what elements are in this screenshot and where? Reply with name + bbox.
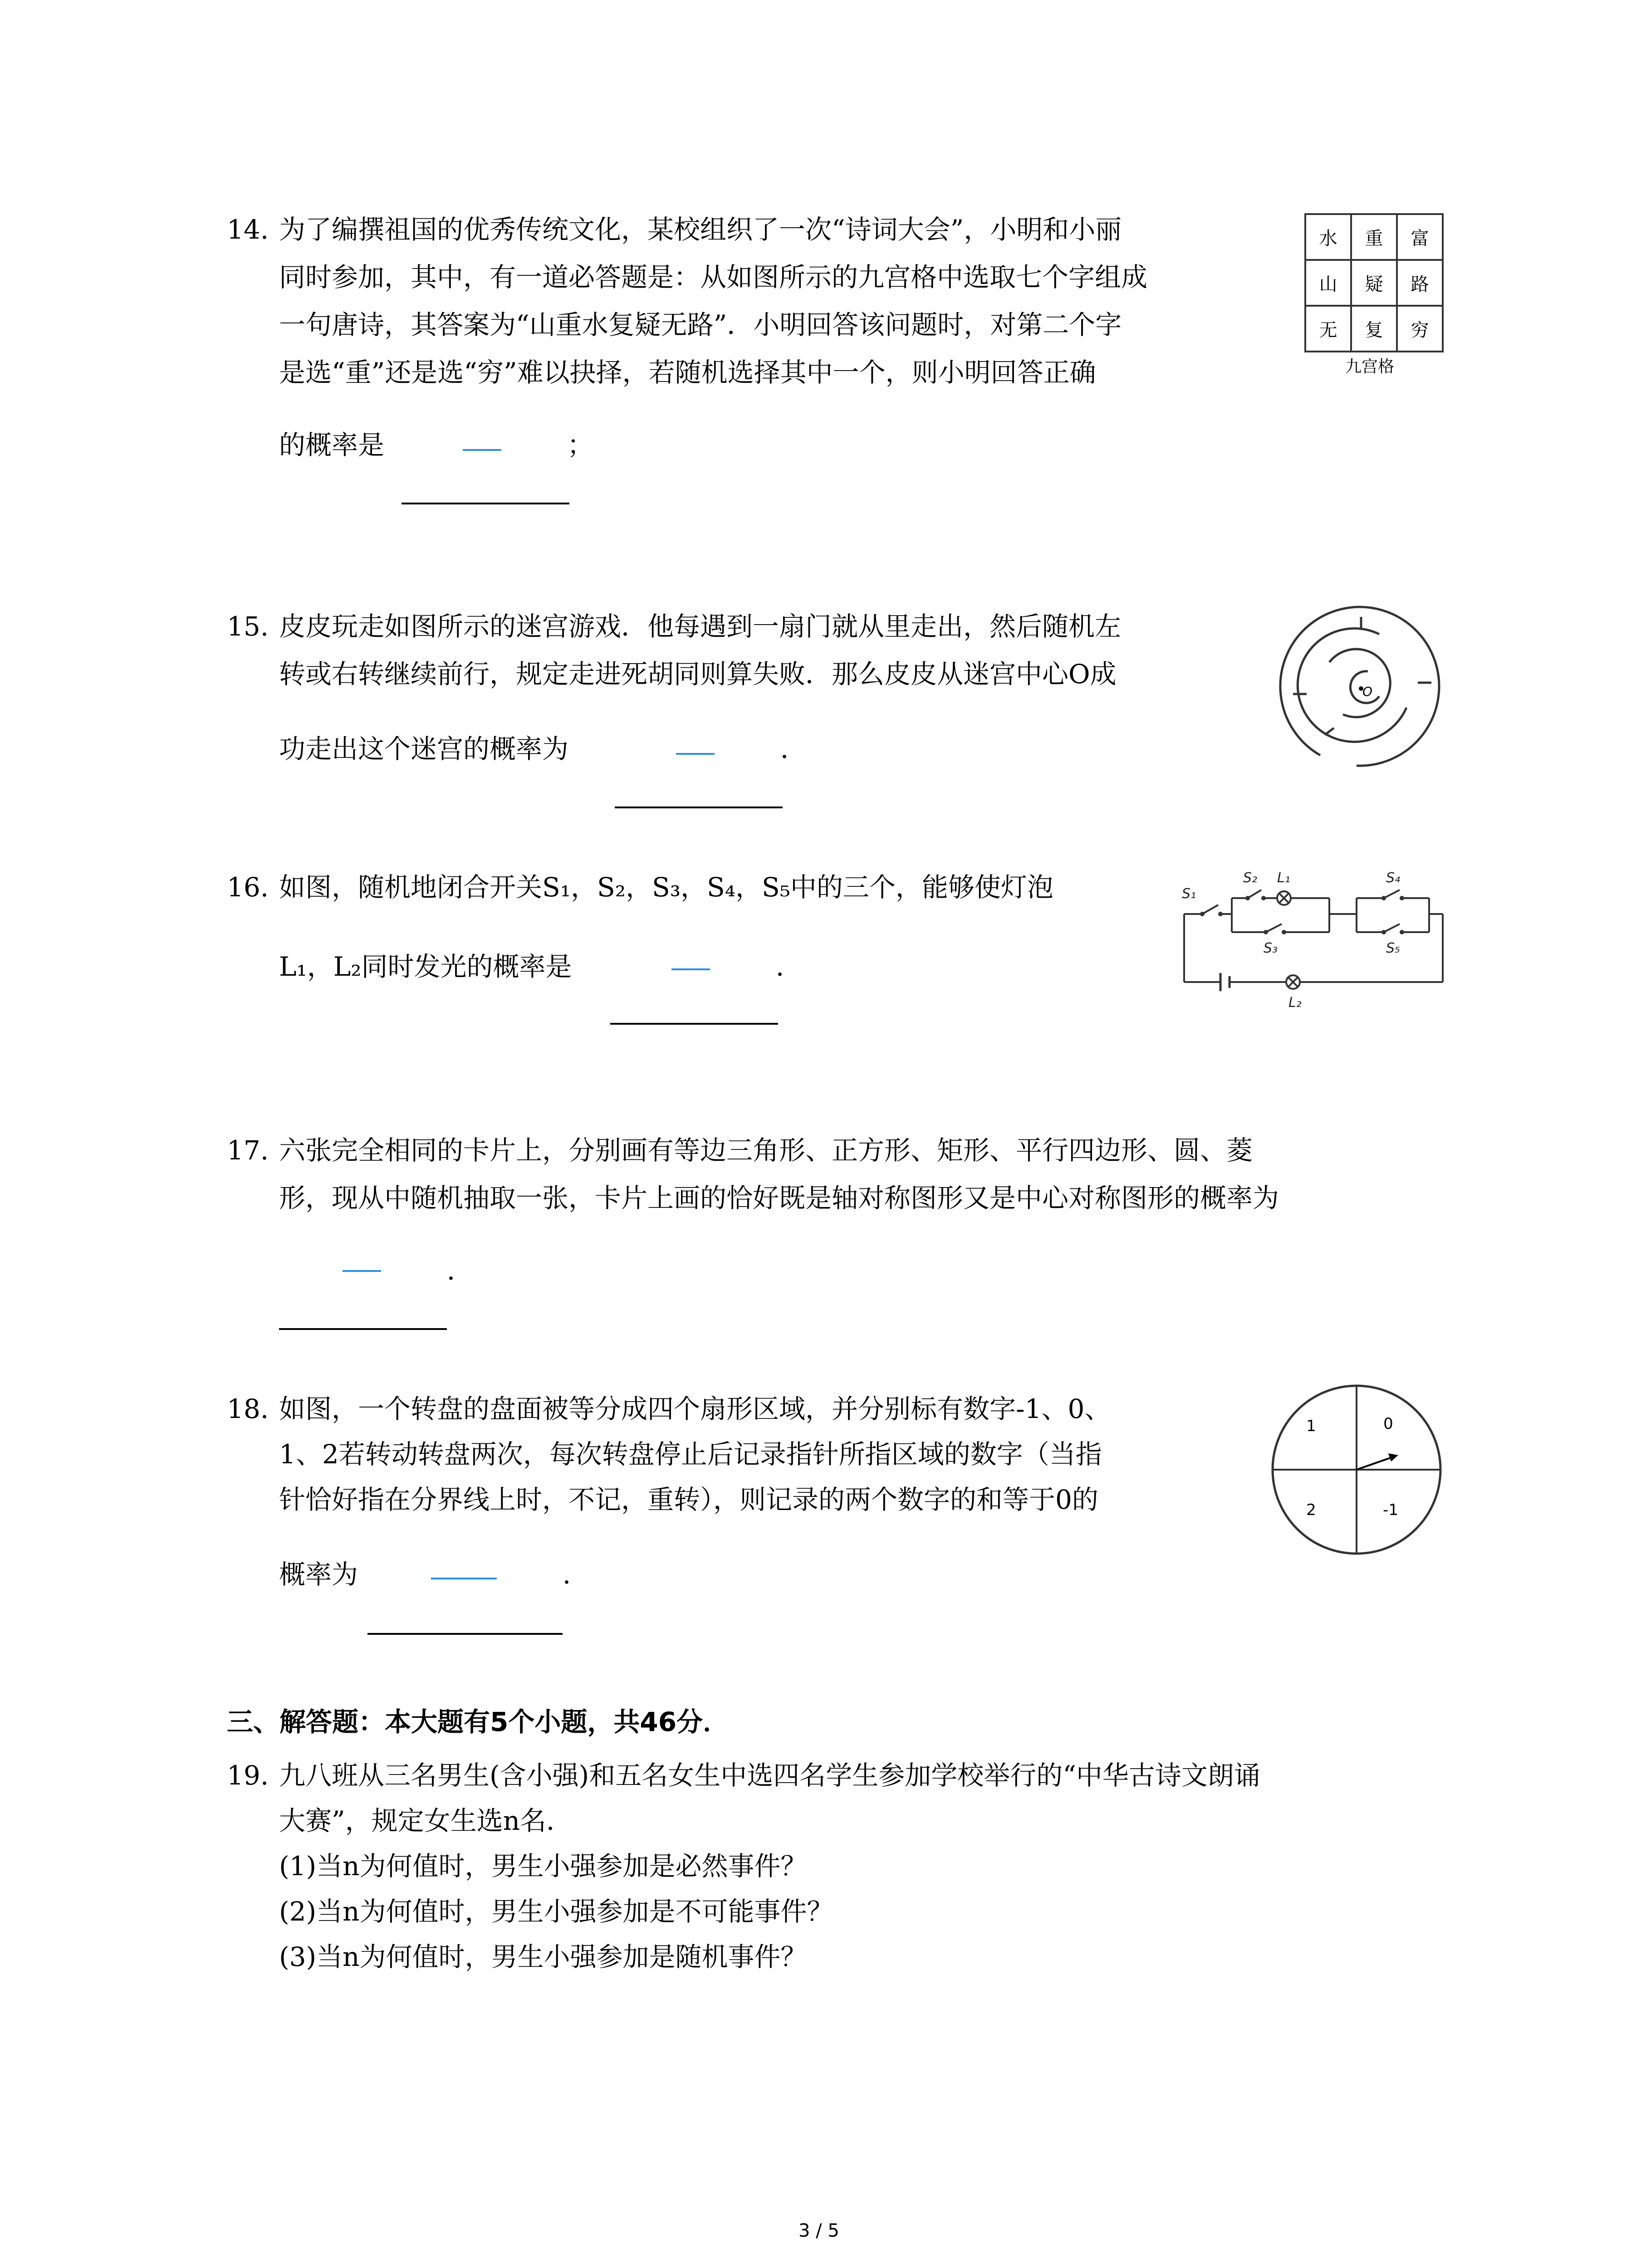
q14-line-3: 一句唐诗，其答案为“山重水复疑无路”．小明回答该问题时，对第二个字	[279, 309, 1122, 340]
q14-line-1: 为了编撰祖国的优秀传统文化，某校组织了一次“诗词大会”，小明和小丽	[279, 214, 1122, 245]
label-l2: L₂	[1288, 995, 1302, 1011]
grid-cell: 水	[1305, 214, 1351, 260]
grid-cell: 富	[1397, 214, 1443, 260]
q15-end: ．	[780, 733, 807, 764]
q14-line-2: 同时参加，其中，有一道必答题是：从如图所示的九宫格中选取七个字组成	[279, 262, 1148, 293]
maze-center-label: O	[1362, 684, 1373, 699]
q15-line-2: 转或右转继续前行，规定走进死胡同则算失败．那么皮皮从迷宫中心O成	[279, 659, 1117, 689]
label-l1: L₁	[1277, 870, 1290, 886]
q14-tail: 的概率是	[279, 430, 385, 460]
q18-line-1: 如图，一个转盘的盘面被等分成四个扇形区域，并分别标有数字-1、0、	[279, 1393, 1111, 1424]
grid-cell: 山	[1305, 260, 1351, 306]
grid-cell: 疑	[1351, 260, 1397, 306]
q14-number: 14.	[227, 214, 269, 245]
nine-grid-table	[1304, 213, 1444, 352]
section-3-heading: 三、解答题：本大题有5个小题，共46分．	[227, 1706, 730, 1737]
label-s1: S₁	[1182, 886, 1196, 902]
spinner-pointer-head	[1388, 1453, 1398, 1461]
sector-label-neg1: -1	[1383, 1501, 1398, 1519]
maze-figure	[1270, 599, 1452, 776]
q18-number: 18.	[227, 1393, 269, 1424]
q18-tail: 概率为	[279, 1559, 358, 1590]
q14-end: ；	[567, 430, 594, 460]
q19-sub-1: (1)当n为何值时，男生小强参加是必然事件？	[279, 1851, 807, 1882]
q17-end: ．	[447, 1255, 474, 1286]
q15-number: 15.	[227, 611, 269, 642]
label-s3: S₃	[1264, 940, 1278, 956]
q19-line-2: 大赛”，规定女生选n名．	[279, 1805, 573, 1836]
label-s5: S₅	[1386, 940, 1401, 956]
grid-cell: 复	[1351, 306, 1397, 352]
q18-line-2: 1、2若转动转盘两次，每次转盘停止后记录指针所指区域的数字（当指	[279, 1439, 1102, 1470]
q18-line-3: 针恰好指在分界线上时，不记，重转），则记录的两个数字的和等于0的	[279, 1484, 1098, 1515]
sector-label-0: 0	[1383, 1415, 1393, 1433]
sector-label-2: 2	[1306, 1501, 1316, 1519]
sector-label-1: 1	[1306, 1417, 1316, 1435]
q15-line-1: 皮皮玩走如图所示的迷宫游戏．他每遇到一扇门就从里走出，然后随机左	[279, 611, 1122, 642]
q19-line-1: 九八班从三名男生(含小强)和五名女生中选四名学生参加学校举行的“中华古诗文朗诵	[279, 1760, 1260, 1791]
q17-answer-dash	[343, 1270, 381, 1272]
label-s2: S₂	[1243, 870, 1258, 886]
page-number: 3 / 5	[798, 2220, 839, 2241]
nine-grid-caption: 九宫格	[1345, 357, 1395, 376]
q17-line-1: 六张完全相同的卡片上，分别画有等边三角形、正方形、矩形、平行四边形、圆、菱	[279, 1135, 1253, 1166]
q17-answer-blank	[279, 1328, 447, 1330]
q18-end: ．	[563, 1559, 589, 1590]
grid-cell: 无	[1305, 306, 1351, 352]
q16-tail: L₁，L₂同时发光的概率是	[279, 951, 572, 982]
q18-answer-blank	[367, 1633, 563, 1635]
q15-answer-blank	[615, 807, 783, 808]
label-s4: S₄	[1386, 870, 1401, 886]
q14-answer-dash	[463, 449, 501, 451]
spinner-figure	[1266, 1379, 1447, 1560]
grid-cell: 路	[1397, 260, 1443, 306]
q19-sub-2: (2)当n为何值时，男生小强参加是不可能事件？	[279, 1896, 833, 1927]
q17-line-2: 形，现从中随机抽取一张，卡片上画的恰好既是轴对称图形又是中心对称图形的概率为	[279, 1183, 1279, 1213]
q16-answer-dash	[671, 968, 710, 970]
grid-cell: 重	[1351, 214, 1397, 260]
q18-answer-dash	[431, 1578, 497, 1579]
q16-answer-blank	[610, 1023, 778, 1025]
q14-line-4: 是选“重”还是选“穷”难以抉择，若随机选择其中一个，则小明回答正确	[279, 357, 1096, 388]
grid-cell: 穷	[1397, 306, 1443, 352]
q15-answer-dash	[676, 753, 715, 755]
q16-number: 16.	[227, 872, 269, 903]
q15-tail: 功走出这个迷宫的概率为	[279, 733, 569, 764]
q16-line-1: 如图，随机地闭合开关S₁，S₂，S₃，S₄，S₅中的三个，能够使灯泡	[279, 872, 1053, 903]
q19-number: 19.	[227, 1760, 269, 1791]
q14-answer-blank	[402, 503, 569, 504]
circuit-figure	[1175, 853, 1456, 1016]
q16-end: ．	[776, 951, 803, 982]
q17-number: 17.	[227, 1135, 269, 1166]
q19-sub-3: (3)当n为何值时，男生小强参加是随机事件？	[279, 1941, 807, 1972]
